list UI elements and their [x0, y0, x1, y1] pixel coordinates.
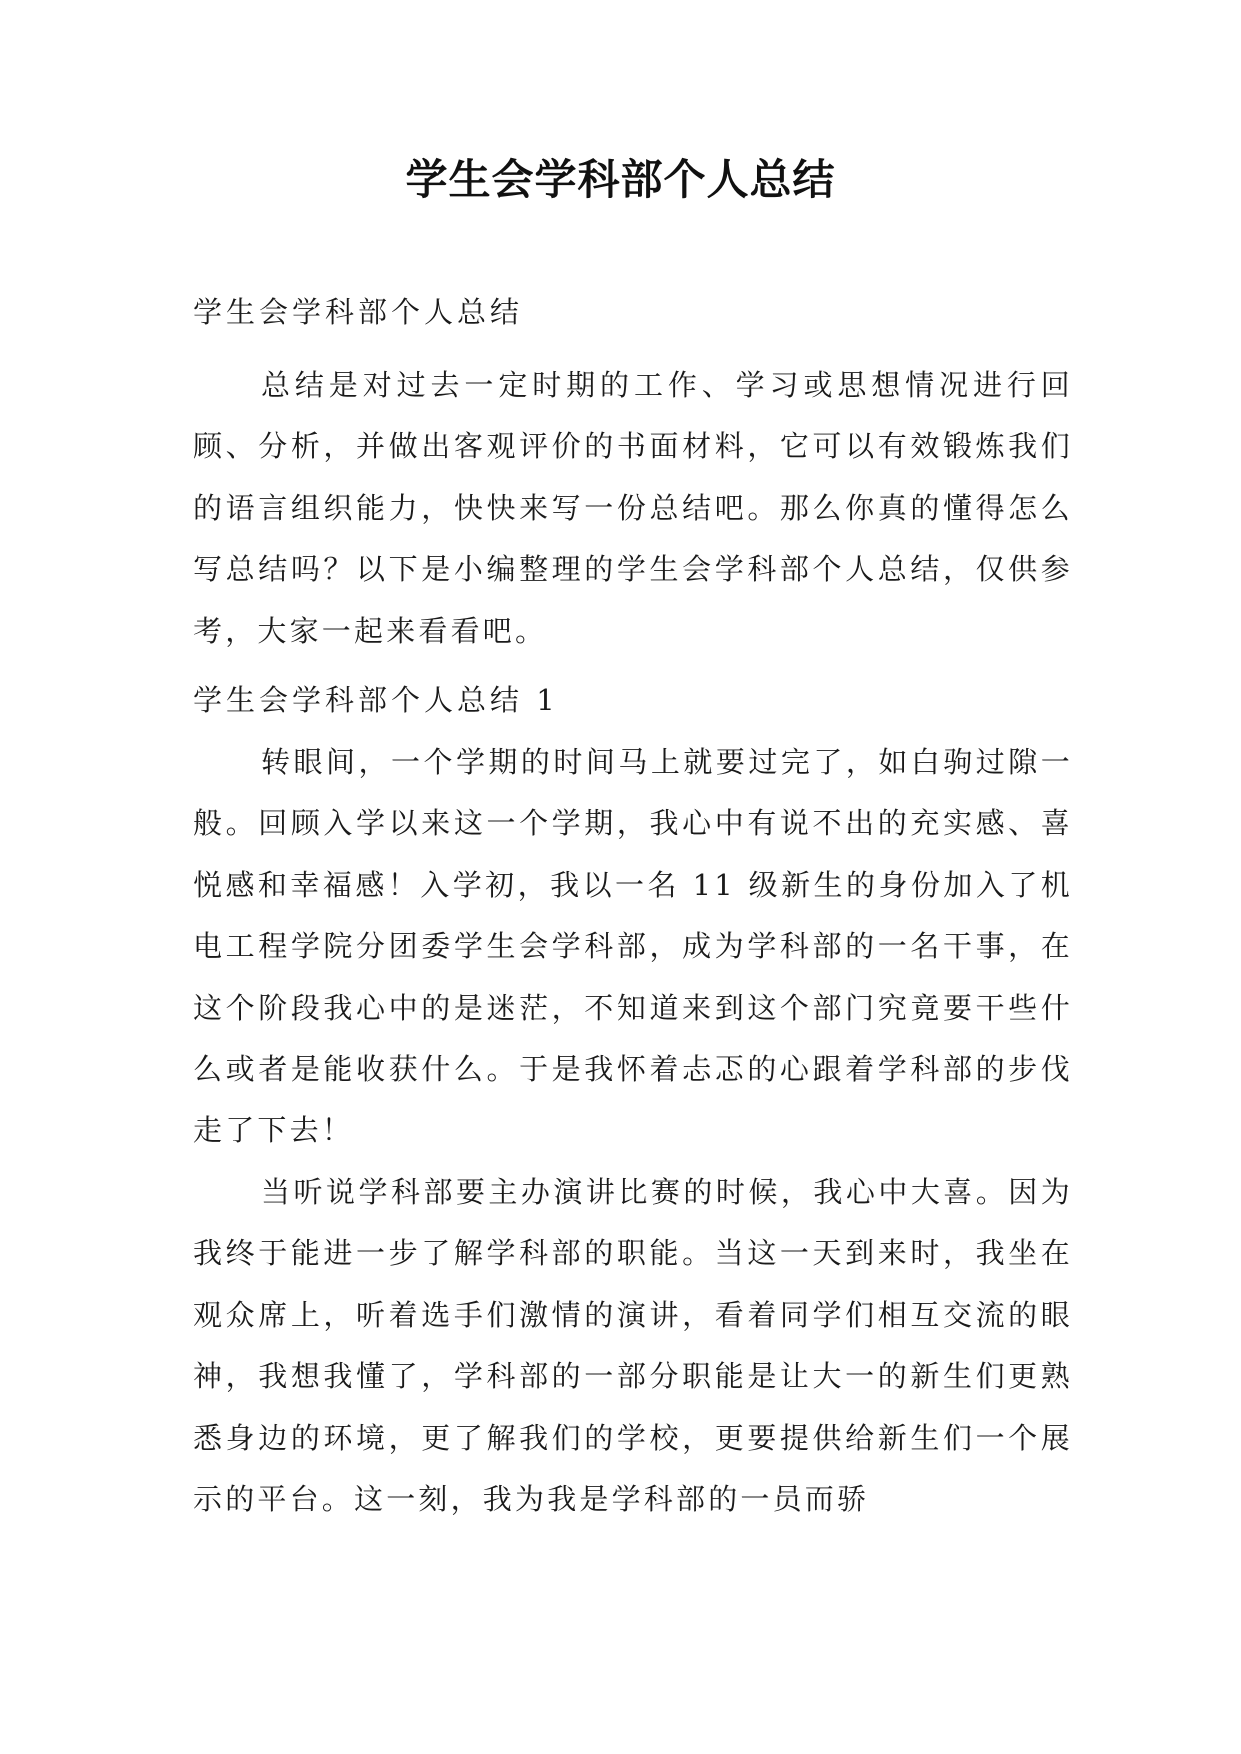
body-paragraph: 转眼间，一个学期的时间马上就要过完了，如白驹过隙一般。回顾入学以来这一个学期，我心中有说不出的充实感、喜悦感和幸福感！入学初，我以一名 11 级新生的身份加入了机电工程学院分团委学生会学科部，成为学科部的一名干事，在这个阶段我心中的是迷茫，不知道来到这个部门究竟要干些什么或者是能收获什么。于是我怀着忐忑的心跟着学科部的步伐走了下去！: [193, 745, 1073, 1148]
document-subtitle: 学生会学科部个人总结: [193, 295, 524, 329]
intro-paragraph: 总结是对过去一定时期的工作、学习或思想情况进行回顾、分析，并做出客观评价的书面材料，它可以有效锻炼我们的语言组织能力，快快来写一份总结吧。那么你真的懂得怎么写总结吗？以下是小编整理的学生会学科部个人总结，仅供参考，大家一起来看看吧。: [193, 368, 1073, 648]
document-title: 学生会学科部个人总结: [405, 155, 836, 204]
section-heading: 学生会学科部个人总结 1: [193, 683, 559, 717]
body-paragraph: 当听说学科部要主办演讲比赛的时候，我心中大喜。因为我终于能进一步了解学科部的职能。当这一天到来时，我坐在观众席上，听着选手们激情的演讲，看着同学们相互交流的眼神，我想我懂了，学科部的一部分职能是让大一的新生们更熟悉身边的环境，更了解我们的学校，更要提供给新生们一个展示的平台。这一刻，我为我是学科部的一员而骄: [193, 1175, 1073, 1517]
